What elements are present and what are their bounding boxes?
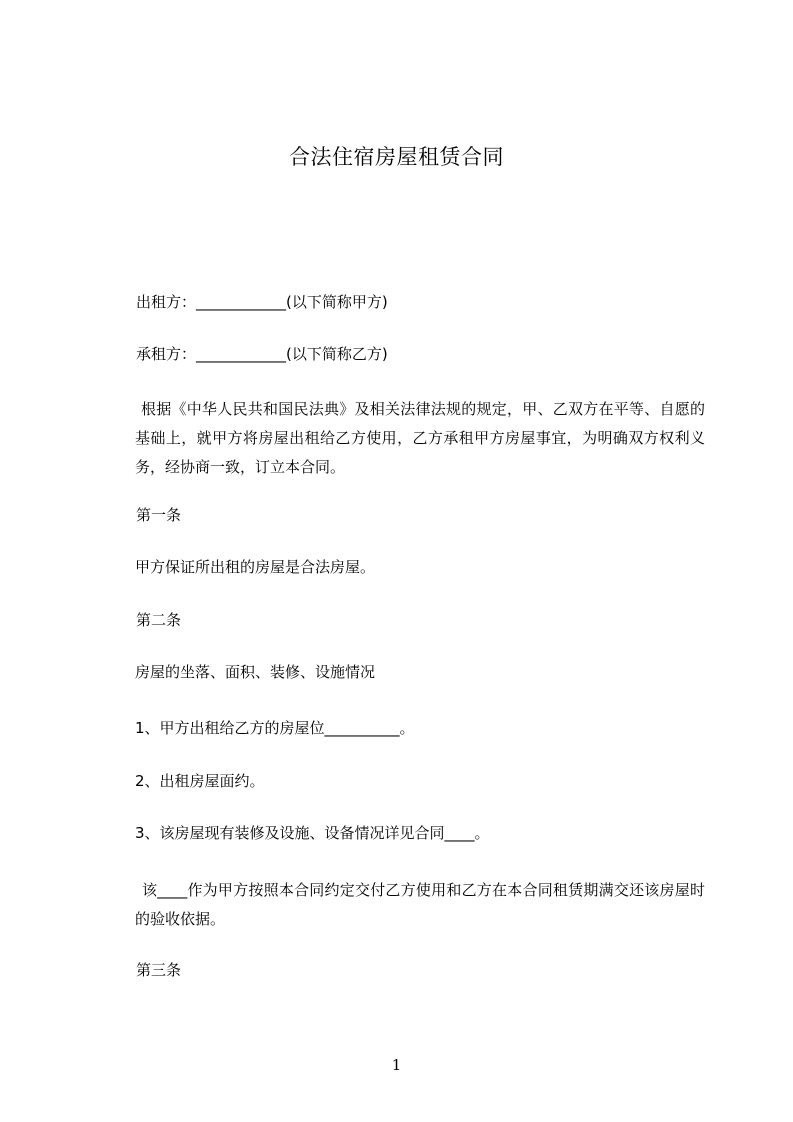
article-2-item-3: 3、该房屋现有装修及设施、设备情况详见合同____。	[135, 824, 490, 842]
article-2-heading: 第二条	[136, 611, 182, 629]
lessee-line: 承租方：____________(以下简称乙方)	[136, 345, 388, 363]
lessor-line: 出租方：____________(以下简称甲方)	[136, 293, 388, 311]
document-title: 合法住宿房屋租赁合同	[289, 145, 504, 169]
article-2-item-2: 2、出租房屋面约。	[135, 772, 265, 790]
article-1-heading: 第一条	[136, 506, 182, 524]
article-3-heading: 第三条	[136, 961, 182, 979]
page-number: 1	[391, 1056, 402, 1074]
acceptance-paragraph: 该____作为甲方按照本合同约定交付乙方使用和乙方在本合同租赁期满交还该房屋时的验收依据。	[135, 881, 705, 928]
article-2-text: 房屋的坐落、面积、装修、设施情况	[135, 663, 376, 681]
article-2-item-1: 1、甲方出租给乙方的房屋位__________。	[135, 719, 415, 737]
intro-paragraph: 根据《中华人民共和国民法典》及相关法律法规的规定，甲、乙双方在平等、自愿的基础上，就甲方将房屋出租给乙方使用，乙方承租甲方房屋事宜，为明确双方权利义务，经协商一致，订立本合同。	[135, 400, 705, 476]
article-1-text: 甲方保证所出租的房屋是合法房屋。	[135, 558, 376, 576]
